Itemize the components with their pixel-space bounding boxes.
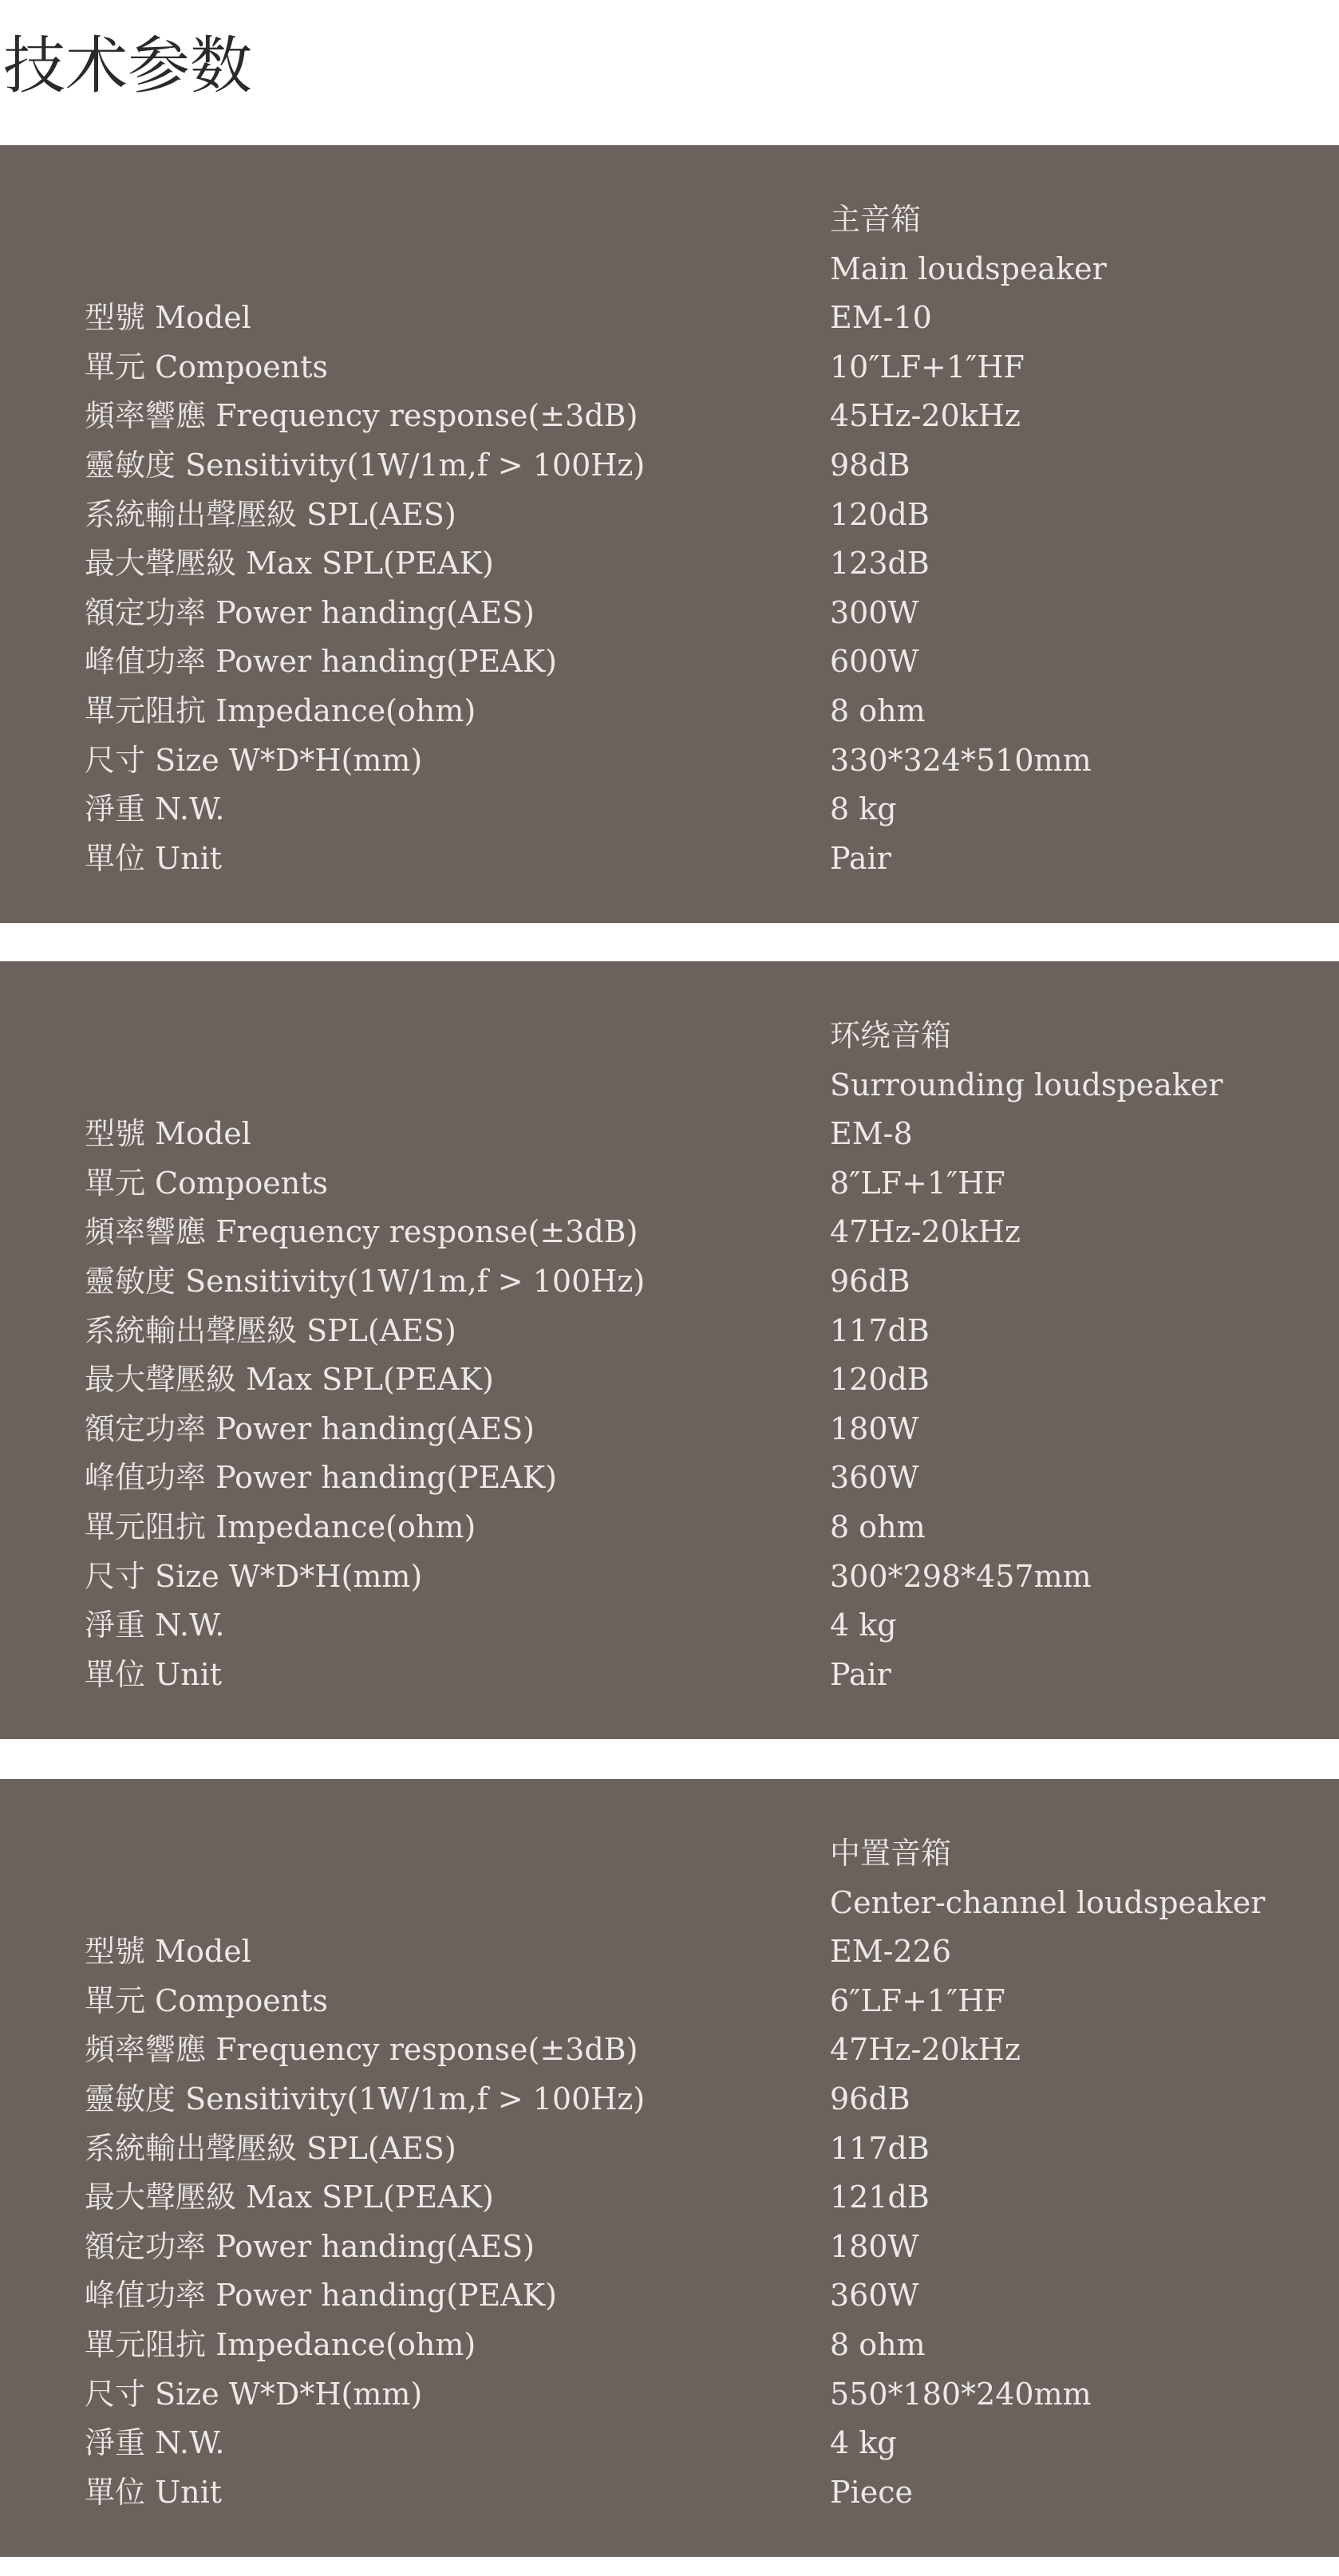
spec-row <box>0 2223 1339 2272</box>
spec-value: 550*180*240mm <box>830 2376 1092 2412</box>
spec-row <box>0 1651 1339 1700</box>
spec-row <box>0 834 1339 884</box>
spec-row <box>0 1307 1339 1356</box>
spec-row <box>0 343 1339 393</box>
spec-value: 4 kg <box>830 2425 897 2461</box>
spec-row <box>0 2419 1339 2468</box>
spec-label: 峰值功率 Power handing(PEAK) <box>85 1460 557 1496</box>
spec-label: 尺寸 Size W*D*H(mm) <box>85 742 423 778</box>
spec-panel-surround <box>0 961 1339 1739</box>
panel-heading-zh: 主音箱 <box>830 202 922 237</box>
spec-value: Pair <box>830 840 891 876</box>
spec-value: 47Hz-20kHz <box>830 2032 1021 2068</box>
spec-row <box>0 1927 1339 1977</box>
panel-heading-en: Center-channel loudspeaker <box>830 1884 1266 1920</box>
spec-row <box>0 736 1339 786</box>
spec-label: 單元阻抗 Impedance(ohm) <box>85 1509 476 1544</box>
spec-label: 淨重 N.W. <box>85 791 225 827</box>
spec-label: 頻率響應 Frequency response(±3dB) <box>85 2032 638 2068</box>
spec-label: 單元 Compoents <box>85 1982 329 2018</box>
spec-row <box>0 1601 1339 1651</box>
spec-value: 8 ohm <box>830 2326 926 2362</box>
spec-row <box>0 2321 1339 2370</box>
spec-value: 600W <box>830 644 919 680</box>
spec-value: 360W <box>830 2278 919 2314</box>
spec-label: 峰值功率 Power handing(PEAK) <box>85 2278 557 2314</box>
spec-label: 額定功率 Power handing(AES) <box>85 594 535 630</box>
spec-value: 117dB <box>830 1312 930 1348</box>
spec-label: 峰值功率 Power handing(PEAK) <box>85 644 557 680</box>
spec-row <box>0 1503 1339 1552</box>
spec-value: 8 ohm <box>830 692 926 728</box>
spec-label: 尺寸 Size W*D*H(mm) <box>85 2376 423 2412</box>
spec-row <box>0 589 1339 638</box>
spec-block <box>0 195 1339 883</box>
page-title: 技术参数 <box>3 30 253 102</box>
spec-label: 系統輸出聲壓級 SPL(AES) <box>85 2130 456 2166</box>
spec-row <box>0 1454 1339 1503</box>
spec-row <box>0 2026 1339 2075</box>
spec-row <box>0 785 1339 834</box>
spec-label: 頻率響應 Frequency response(±3dB) <box>85 1214 638 1250</box>
spec-row <box>0 1257 1339 1307</box>
spec-row <box>0 491 1339 540</box>
spec-value: 10″LF+1″HF <box>830 349 1025 385</box>
spec-value: EM-10 <box>830 300 932 336</box>
spec-value: 330*324*510mm <box>830 742 1092 778</box>
spec-row <box>0 294 1339 343</box>
spec-row <box>0 392 1339 441</box>
spec-label: 靈敏度 Sensitivity(1W/1m,f > 100Hz) <box>85 447 646 483</box>
spec-value: 300*298*457mm <box>830 1558 1092 1594</box>
spec-value: 117dB <box>830 2130 930 2166</box>
spec-panel-main <box>0 145 1339 923</box>
spec-value: 300W <box>830 594 919 630</box>
spec-value: 120dB <box>830 1362 930 1398</box>
spec-row <box>0 1208 1339 1257</box>
spec-value: 98dB <box>830 447 910 483</box>
spec-value: 96dB <box>830 2081 910 2116</box>
spec-label: 額定功率 Power handing(AES) <box>85 2228 535 2264</box>
panel-heading-zh: 中置音箱 <box>830 1836 952 1871</box>
spec-row <box>0 2468 1339 2518</box>
spec-value: 4 kg <box>830 1608 897 1643</box>
spec-label: 靈敏度 Sensitivity(1W/1m,f > 100Hz) <box>85 1263 646 1299</box>
spec-value: 8 ohm <box>830 1509 926 1544</box>
spec-row <box>0 1159 1339 1209</box>
spec-row <box>0 1405 1339 1454</box>
spec-label: 系統輸出聲壓級 SPL(AES) <box>85 1312 456 1348</box>
spec-label: 淨重 N.W. <box>85 1608 225 1643</box>
spec-row <box>0 2271 1339 2321</box>
spec-label: 單位 Unit <box>85 840 223 876</box>
spec-value: 8″LF+1″HF <box>830 1165 1005 1201</box>
spec-label: 單位 Unit <box>85 1656 223 1692</box>
spec-label: 型號 Model <box>85 1116 251 1152</box>
spec-value: 8 kg <box>830 791 897 827</box>
spec-row <box>0 2370 1339 2420</box>
spec-panel-center <box>0 1779 1339 2557</box>
spec-value: EM-8 <box>830 1116 913 1152</box>
spec-row <box>0 1110 1339 1159</box>
spec-label: 單元阻抗 Impedance(ohm) <box>85 692 476 728</box>
spec-label: 最大聲壓級 Max SPL(PEAK) <box>85 546 494 582</box>
spec-label: 最大聲壓級 Max SPL(PEAK) <box>85 2180 494 2215</box>
spec-label: 單元 Compoents <box>85 349 329 385</box>
spec-row <box>0 2124 1339 2174</box>
spec-label: 淨重 N.W. <box>85 2425 225 2461</box>
spec-label: 型號 Model <box>85 1934 251 1970</box>
spec-value: Pair <box>830 1656 891 1692</box>
spec-row <box>0 2075 1339 2124</box>
spec-row <box>0 441 1339 491</box>
spec-label: 型號 Model <box>85 300 251 336</box>
spec-row <box>0 1552 1339 1602</box>
spec-value: EM-226 <box>830 1934 952 1970</box>
spec-value: 45Hz-20kHz <box>830 398 1021 434</box>
spec-value: 121dB <box>830 2180 930 2215</box>
spec-value: 47Hz-20kHz <box>830 1214 1021 1250</box>
panel-heading-en: Main loudspeaker <box>830 250 1107 286</box>
spec-row <box>0 1977 1339 2026</box>
spec-label: 單位 Unit <box>85 2474 223 2510</box>
spec-label: 最大聲壓級 Max SPL(PEAK) <box>85 1362 494 1398</box>
spec-value: 6″LF+1″HF <box>830 1982 1005 2018</box>
spec-value: 120dB <box>830 496 930 532</box>
spec-value: 96dB <box>830 1263 910 1299</box>
spec-row <box>0 687 1339 736</box>
spec-value: Piece <box>830 2474 913 2510</box>
spec-label: 單元阻抗 Impedance(ohm) <box>85 2326 476 2362</box>
spec-row <box>0 1355 1339 1405</box>
panel-heading-zh: 环绕音箱 <box>830 1018 952 1053</box>
spec-row <box>0 539 1339 589</box>
spec-label: 額定功率 Power handing(AES) <box>85 1410 535 1446</box>
spec-value: 123dB <box>830 546 930 582</box>
spec-label: 系統輸出聲壓級 SPL(AES) <box>85 496 456 532</box>
panel-heading-en: Surrounding loudspeaker <box>830 1067 1223 1103</box>
spec-value: 180W <box>830 2228 919 2264</box>
spec-value: 360W <box>830 1460 919 1496</box>
spec-block <box>0 1012 1339 1699</box>
spec-label: 靈敏度 Sensitivity(1W/1m,f > 100Hz) <box>85 2081 646 2116</box>
spec-label: 單元 Compoents <box>85 1165 329 1201</box>
spec-row <box>0 637 1339 687</box>
spec-label: 頻率響應 Frequency response(±3dB) <box>85 398 638 434</box>
spec-value: 180W <box>830 1410 919 1446</box>
spec-row <box>0 2173 1339 2223</box>
spec-label: 尺寸 Size W*D*H(mm) <box>85 1558 423 1594</box>
spec-block <box>0 1829 1339 2517</box>
